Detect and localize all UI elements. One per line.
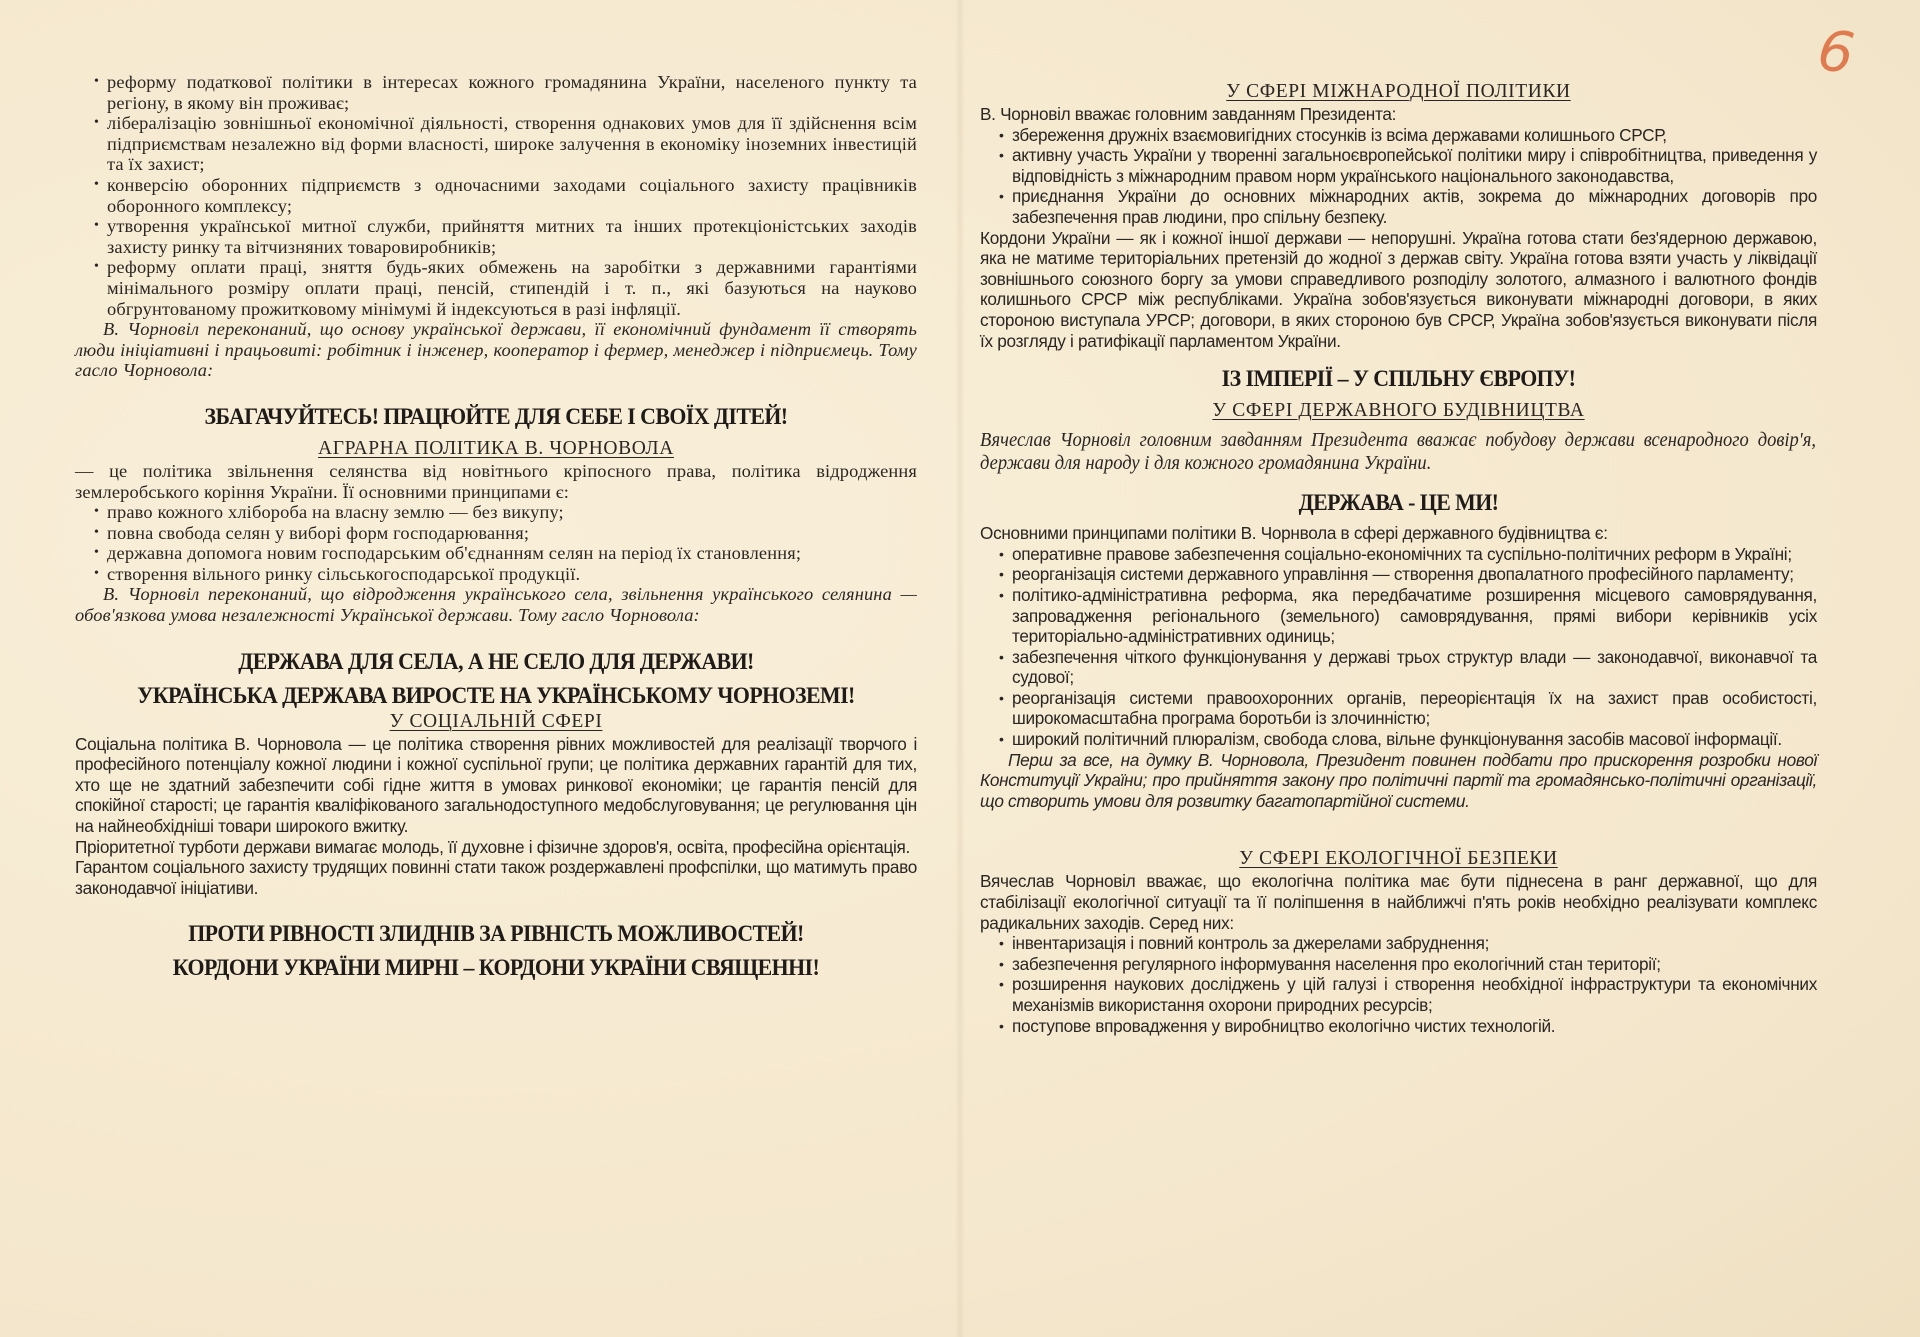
international-tasks-list	[980, 125, 1817, 228]
list-item: • право кожного хлібороба на власну землю — без викупу;	[107, 502, 917, 523]
list-item: • забезпечення чіткого функціонування у державі трьох структур влади — законодавчої, виконавчої та судової;	[1012, 647, 1817, 688]
social-paragraph: Соціальна політика В. Чорновола — це політика створення рівних можливостей для реалізації творчого і професійного потенціалу кожної людини і кожної суспільної групи; це політика державних гарантій для тих, хто ще не здатний забезпечити собі гідне життя в умовах ринкової економіки; це гарантія пенсій для спокійної старості; це гарантія кваліфікованого загальнодоступного медобслуговування; це регулювання цін на найнеобхідніші товари широкого вжитку.	[75, 733, 917, 837]
section-heading-agrarian: АГРАРНА ПОЛІТИКА В. ЧОРНОВОЛА	[318, 437, 674, 459]
right-page	[980, 80, 1817, 1036]
slogan-borders: КОРДОНИ УКРАЇНИ МИРНІ – КОРДОНИ УКРАЇНИ СВЯЩЕННІ!	[172, 955, 820, 982]
social-paragraph: Гарантом соціального захисту трудящих повинні стати також роздержавлені профспілки, що матимуть право законодавчої ініціативи.	[75, 857, 917, 898]
list-item: • повна свобода селян у виборі форм господарювання;	[107, 523, 917, 544]
international-paragraph: Кордони України — як і кожної іншої держави — непорушні. Україна готова стати без'ядерною державою, яка не матиме територіальних претензій до жодної з держав світу. Україна готова взяти участь у ліквідації зовнішнього союзного боргу за умови справедливого розподілу золотого, алмазного і валютного фондів колишнього СРСР між республіками. Україна зобов'язується виконувати міжнародні договори, в яких стороною виступала УРСР; договори, в яких стороною був СРСР, Україна зобов'язується виконувати після їх розгляду і ратифікації парламентом України.	[980, 227, 1817, 351]
list-item: • активну участь України у творенні загальноєвропейської політики миру і співробітництва, приведення у відповідність з міжнародним правом норм українського національного законодавства,	[1012, 145, 1817, 186]
state-building-principles-list	[980, 544, 1817, 750]
list-item: • розширення наукових досліджень у цій галузі і створення необхідної інфраструктури та економічних механізмів використання охорони природних ресурсів;	[1012, 974, 1817, 1015]
list-item: • реформу оплати праці, зняття будь-яких обмежень на заробітки з державними гарантіями мінімального розміру оплати праці, пенсій, стипендій і т. п., які базуються на науково обгрунтованому прожитковому мінімумі й індексуються в разі інфляції.	[107, 257, 917, 319]
list-item: • реорганізація системи правоохоронних органів, переорієнтація їх на захист прав особистості, широкомасштабна програма боротьби із злочинністю;	[1012, 688, 1817, 729]
list-item: • приєднання України до основних міжнародних актів, зокрема до міжнародних договорів про забезпечення прав людини, про спільну безпеку.	[1012, 186, 1817, 227]
list-item: • лібералізацію зовнішньої економічної діяльності, створення однакових умов для її здійснення всім підприємствам незалежно від форми власності, широке залучення в економіку іноземних інвестицій та їх захист;	[107, 113, 917, 175]
section-heading-social: У СОЦІАЛЬНІЙ СФЕРІ	[389, 710, 603, 732]
ecology-intro: Вячеслав Чорновіл вважає, що екологічна політика має бути піднесена в ранг державної, що для стабілізації екологічної ситуації та її поліпшення в найближчі п'ять років необхідно реалізувати комплекс радикальних заходів. Серед них:	[980, 871, 1817, 933]
list-item: • створення вільного ринку сільськогосподарської продукції.	[107, 564, 917, 585]
slogan-enrich: ЗБАГАЧУЙТЕСЬ! ПРАЦЮЙТЕ ДЛЯ СЕБЕ І СВОЇХ ДІТЕЙ!	[204, 403, 788, 430]
list-item: • оперативне правове забезпечення соціально-економічних та суспільно-політичних реформ в Україні;	[1012, 544, 1817, 565]
section-heading-international: У СФЕРІ МІЖНАРОДНОЇ ПОЛІТИКИ	[1226, 81, 1571, 102]
list-item: • державна допомога новим господарським об'єднанням селян на період їх становлення;	[107, 543, 917, 564]
list-item: • утворення української митної служби, прийняття митних та інших протекціоністських заходів захисту ринку та вітчизняних товаровиробників;	[107, 216, 917, 257]
slogan-europe: ІЗ ІМПЕРІЇ – У СПІЛЬНУ ЄВРОПУ!	[1221, 366, 1576, 393]
list-item: • конверсію оборонних підприємств з одночасними заходами соціального захисту працівників оборонного комплексу;	[107, 175, 917, 216]
agrarian-conclusion: В. Чорновіл переконаний, що відродження українського села, звільнення українського селянина — обов'язкова умова незалежності Української держави. Тому гасло Чорновола:	[75, 584, 917, 626]
ecology-measures-list	[980, 933, 1817, 1036]
slogan-equality: ПРОТИ РІВНОСТІ ЗЛИДНІВ ЗА РІВНІСТЬ МОЖЛИВОСТЕЙ!	[188, 921, 804, 948]
list-item: • політико-адміністративна реформа, яка передбачатиме розширення місцевого самоврядування, запровадження регіонального (земельного) самоврядування, прямі вибори керівників усіх територіально-адміністративних одиниць;	[1012, 585, 1817, 647]
agrarian-intro: — це політика звільнення селянства від новітнього кріпосного права, політика відродження землеробського коріння України. Її основними принципами є:	[75, 460, 917, 502]
page-fold	[955, 0, 965, 1337]
list-item: • широкий політичний плюралізм, свобода слова, вільне функціонування засобів масової інформації.	[1012, 729, 1817, 750]
section-heading-state-building: У СФЕРІ ДЕРЖАВНОГО БУДІВНИЦТВА	[1212, 400, 1585, 422]
social-paragraph: Пріоритетної турботи держави вимагає молодь, її духовне і фізичне здоров'я, освіта, професійна орієнтація.	[75, 836, 911, 857]
list-item: • реформу податкової політики в інтересах кожного громадянина України, населеного пункту та регіону, в якому він проживає;	[107, 72, 917, 113]
page-number: 6	[1813, 17, 1858, 88]
slogan-black-soil: УКРАЇНСЬКА ДЕРЖАВА ВИРОСТЕ НА УКРАЇНСЬКОМУ ЧОРНОЗЕМІ!	[137, 682, 855, 709]
state-building-intro: Основними принципами політики В. Чорнвола в сфері державного будівництва є:	[980, 523, 1608, 544]
agrarian-principles-list	[75, 502, 917, 584]
slogan-state-is-us: ДЕРЖАВА - ЦЕ МИ!	[1298, 490, 1499, 517]
economic-policy-list	[75, 72, 917, 319]
international-intro: В. Чорновіл вважає головним завданням Президента:	[980, 104, 1397, 124]
section-heading-ecology: У СФЕРІ ЕКОЛОГІЧНОЇ БЕЗПЕКИ	[1239, 848, 1558, 870]
state-building-conclusion: Перш за все, на думку В. Чорновола, Президент повинен подбати про прискорення розробки нової Конституції України; про прийняття закону про політичні партії та громадянсько-політичні організації, що створить умови для розвитку багатопартійної системи.	[980, 749, 1817, 811]
list-item: • реорганізація системи державного управління — створення двопалатного професійного парламенту;	[1012, 564, 1817, 585]
list-item: • забезпечення регулярного інформування населення про екологічний стан території;	[1012, 954, 1817, 975]
list-item: • інвентаризація і повний контроль за джерелами забруднення;	[1012, 933, 1817, 954]
economic-conclusion: В. Чорновіл переконаний, що основу української держави, її економічний фундамент її створять люди ініціативні і працьовиті: робітник і інженер, кооператор і фермер, менеджер і підприємець. Тому гасло Чорновола:	[75, 319, 917, 381]
list-item: • поступове впровадження у виробництво екологічно чистих технологій.	[1012, 1016, 1817, 1037]
slogan-state-for-village: ДЕРЖАВА ДЛЯ СЕЛА, А НЕ СЕЛО ДЛЯ ДЕРЖАВИ!	[238, 648, 754, 675]
left-page	[75, 72, 917, 982]
state-building-lead: Вячеслав Чорновіл головним завданням Президента вважає побудову держави всенародного довір'я, держави для народу і для кожного громадянина України.	[980, 430, 1816, 475]
list-item: • збереження дружніх взаємовигідних стосунків із всіма державами колишнього СРСР,	[1012, 125, 1817, 146]
